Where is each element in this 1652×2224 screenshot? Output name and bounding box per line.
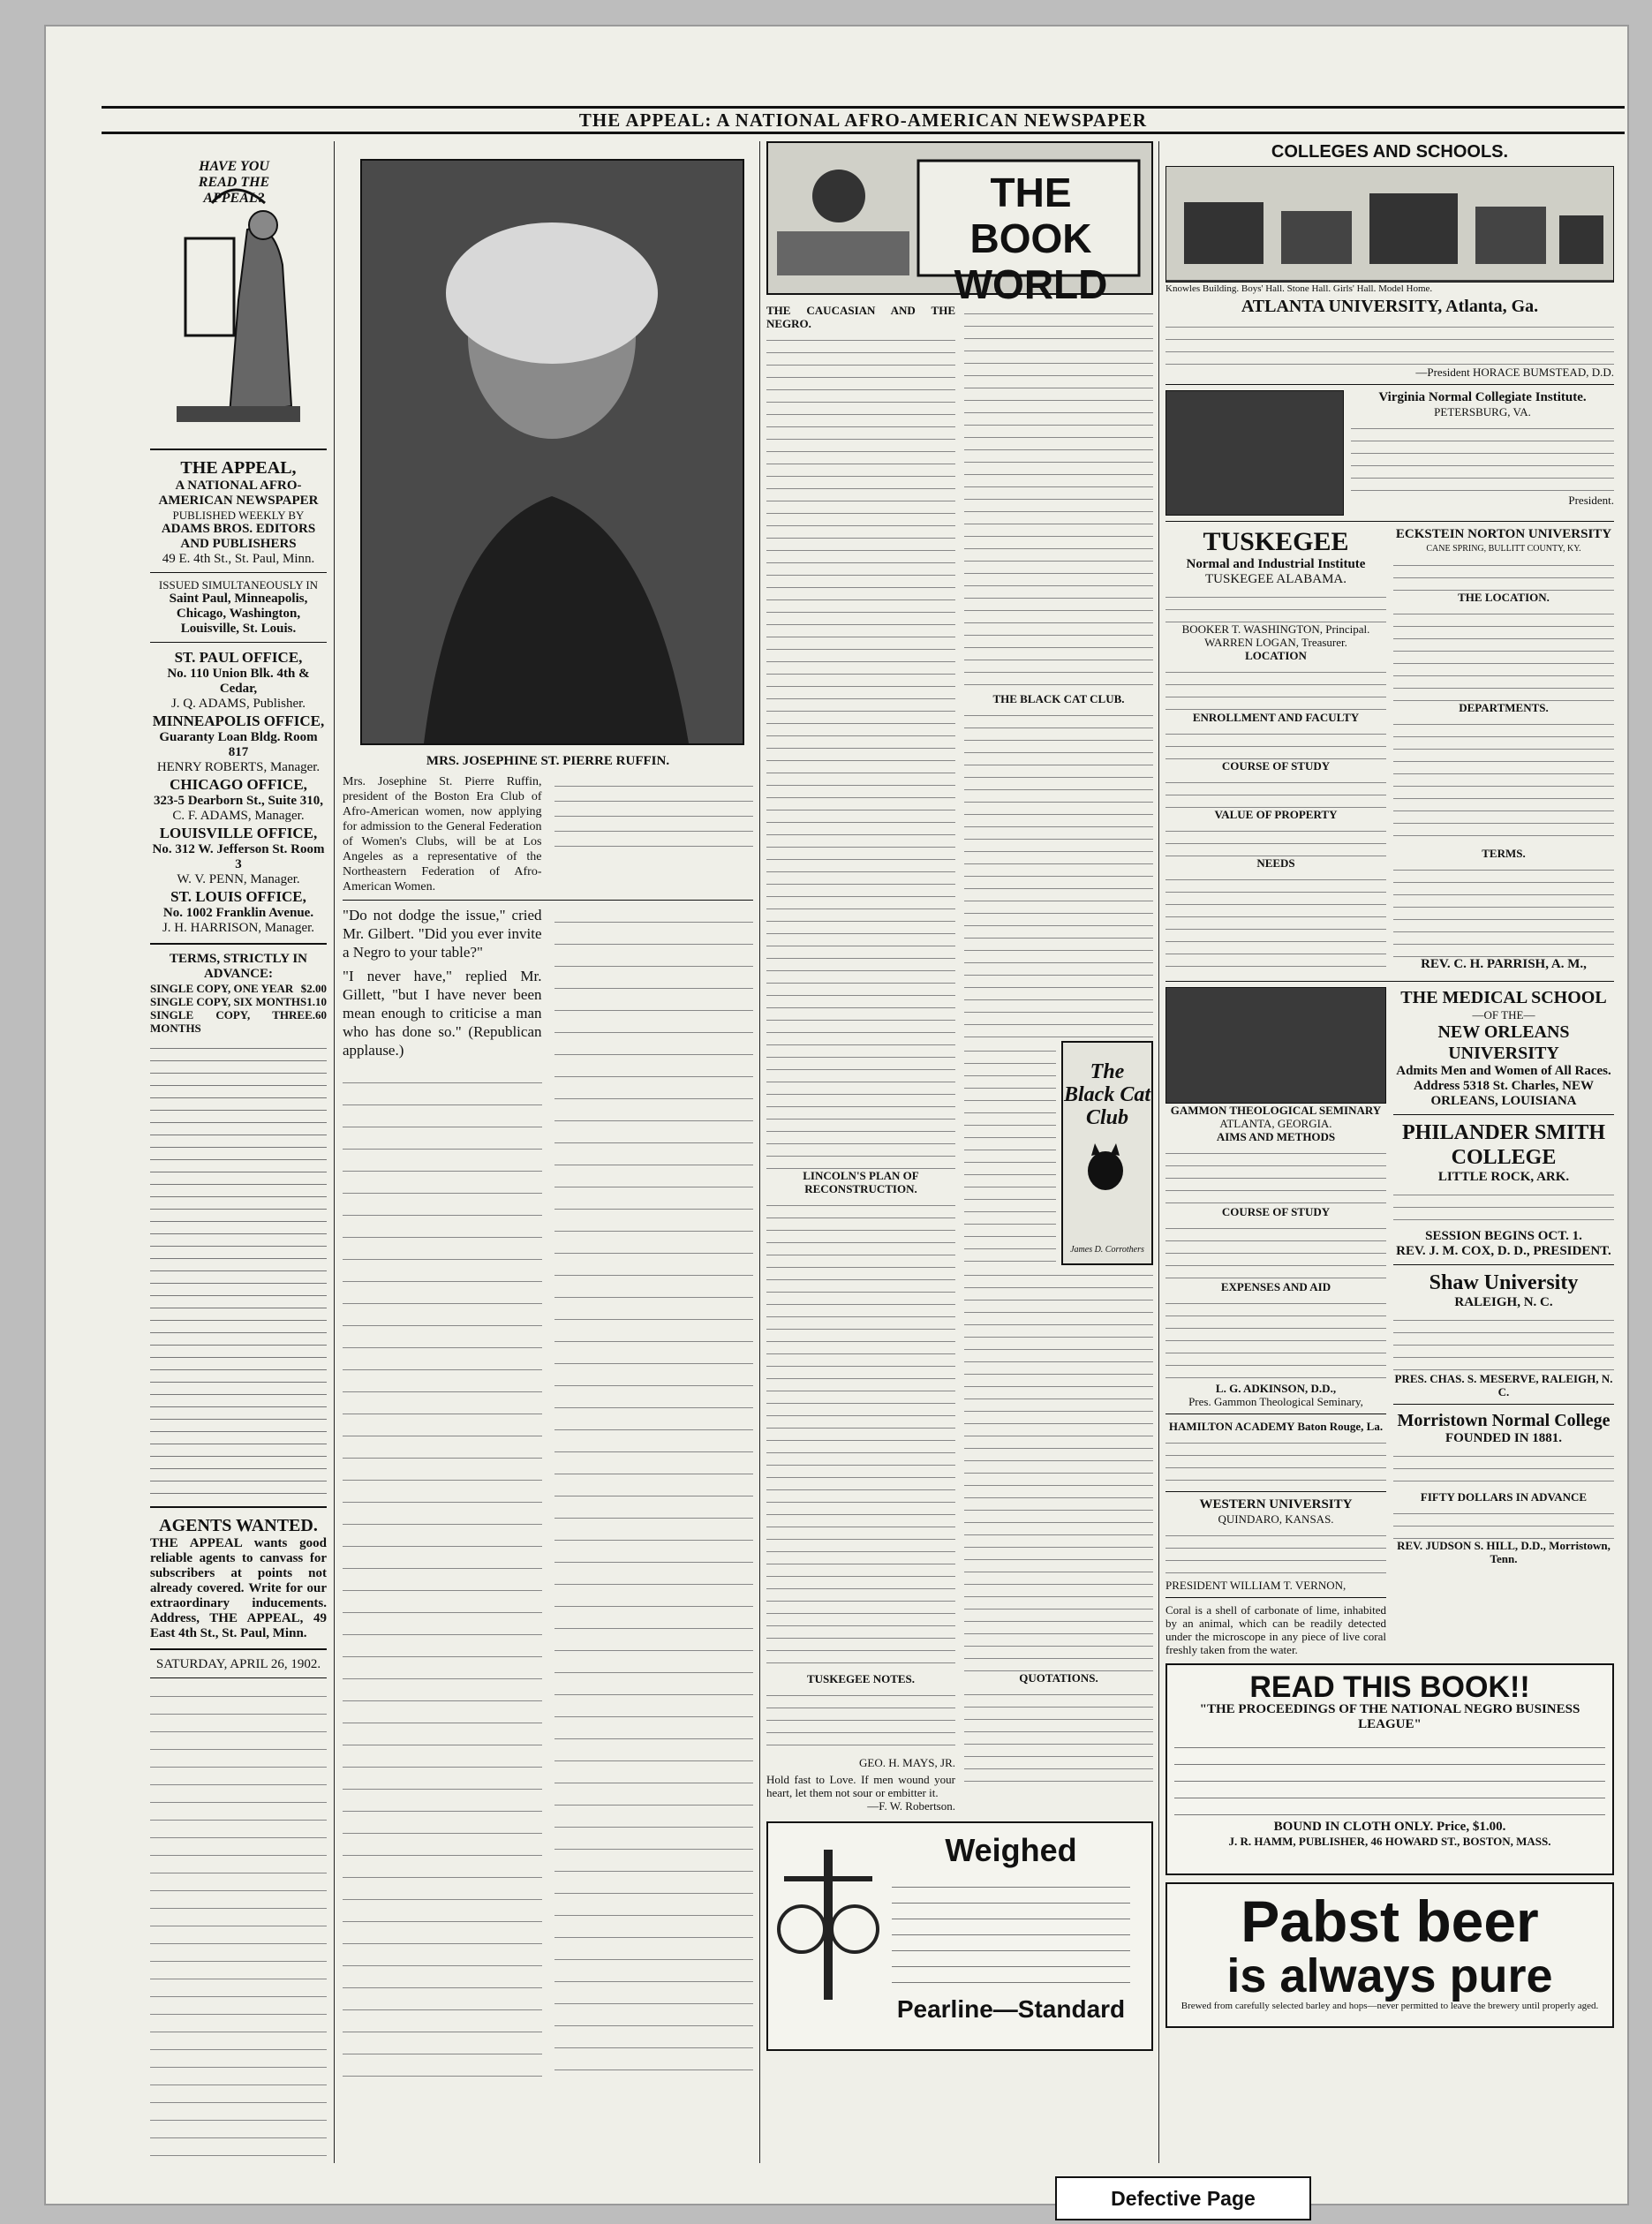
column-rule [334,141,335,2163]
terms-row: SINGLE COPY, THREE MONTHS .60 [150,1008,327,1035]
book-cover-author: James D. Corrothers [1070,1245,1144,1255]
gammon-course: COURSE OF STUDY [1221,1205,1331,1218]
robertson-quote: Hold fast to Love. If men wound your heart, let them not sour or embitter it. [766,1773,955,1799]
gammon-title: GAMMON THEOLOGICAL SEMINARY [1170,1104,1382,1117]
column-colleges: COLLEGES AND SCHOOLS. Knowles Building. Boys' Hall. Stone Hall. Girls' Hall. Model Home. ATLANTA UNIVERSITY, Atlanta, Ga. —President HORACE BUMSTEAD, D.D. Virginia Normal Collegiate Institute. PETERSBURG, VA. President. TUSKEGEE Normal and Industrial Institute TUSKEGEE ALABAMA. BOOKER T. WASHINGTON, Principal. WARREN LOGAN, Treasurer. LOCATION ENROLLMENT AND FACULTY COURSE OF STUDY VALUE OF PROPERTY NEEDS ECKSTEIN NORTON UNIVERSITY CANE SPRING, BULLITT COUNTY, KY. THE LOCATION. DEPARTMENTS. TERMS. REV. C. H. PARRISH, A. M., GAMMON THEOLOGICAL SEMINARY ATLANTA, GEORGIA. AIMS AND METHODS COURSE OF STUDY EXPENSES AND AID L. G. ADKINSON, D.D., Pres. Gammon Theological Seminary, HAMILTON ACADEMY Baton Rouge, La. WESTERN UNIVERSITY QUINDARO, KANSAS. PRESIDENT WILLIAM T. VERNON, Coral is a shell of carbonate of lime, inhabited by an animal, which can be readily detected under the microscope in any piece of live coral freshly taken from the water. THE MEDICAL SCHOOL —OF THE— NEW ORLEANS UNIVERSITY Admits Men and Women of All Races. Address 5318 St. Charles, NEW ORLEANS, LOUISIANA PHILANDER SMITH COLLEGE LITTLE ROCK, ARK. SESSION BEGINS OCT. 1. REV. J. M. COX, D. D., PRESIDENT. Shaw University RALEIGH, N. C. PRES. CHAS. S. MESERVE, RALEIGH, N. C. Morristown Normal College FOUNDED IN 1881. FIFTY DOLLARS IN ADVANCE REV. JUDSON S. HILL, D.D., Morristown, Tenn. READ THIS BOOK!! "THE PROCEEDINGS OF THE NATIONAL NEGRO BUSINESS LEAGUE" BOUND IN CLOTH ONLY. Price, $1.00. J. R. HAMM, PUBLISHER, 46 HOWARD ST., BOSTON, MASS. Pabst beer is always pure Brewed from carefully selected barley and hops—never permitted to leave the brewery until properly aged. [1165,141,1614,2163]
terms-fine-print [150,1040,327,1499]
portrait-icon [362,161,744,743]
tuskegee-notes-heading: TUSKEGEE NOTES. [806,1672,916,1685]
gilbert-quote: "Do not dodge the issue," cried Mr. Gilbert. "Did you ever invite a Negro to your table?" [343,907,542,961]
portrait-caption: MRS. JOSEPHINE ST. PIERRE RUFFIN. [426,754,670,768]
medical-address: Address 5318 St. Charles, NEW ORLEANS, LOUISIANA [1414,1079,1594,1108]
publisher-address: 49 E. 4th St., St. Paul, Minn. [162,552,315,566]
shaw-location: RALEIGH, N. C. [1454,1295,1553,1309]
tuskegee-section: VALUE OF PROPERTY [1214,808,1338,821]
western-president: PRESIDENT WILLIAM T. VERNON, [1165,1579,1346,1592]
column-ruffin-article [343,141,753,2163]
column-rule [759,141,760,2163]
western-location: QUINDARO, KANSAS. [1218,1512,1334,1526]
scale-icon [775,1832,881,2017]
ruffin-lead-paragraph: Mrs. Josephine St. Pierre Ruffin, president of the Boston Era Club of Afro-American women, now applying for admission to the General Federation of Women's Clubs, will be at Los Angeles as a representative of the Northeastern Federation of Afro-American Women. [343,775,542,893]
tuskegee-section: COURSE OF STUDY [1221,759,1331,773]
eckstein-terms: TERMS. [1482,847,1526,860]
agents-wanted-text: THE APPEAL wants good reliable agents to canvass for subscribers at points not already covered. Write for our extraordinary inducements. Address, THE APPEAL, 49 East 4th St., St. Paul, Minn. [150,1536,327,1640]
office-1: MINNEAPOLIS OFFICE, Guaranty Loan Bldg. Room 817 HENRY ROBERTS, Manager. [152,712,325,774]
tuskegee-subtitle: Normal and Industrial Institute [1186,557,1366,571]
gammon-aims: AIMS AND METHODS [1216,1130,1336,1143]
eckstein-location: CANE SPRING, BULLITT COUNTY, KY. [1426,544,1581,554]
pabst-footer: Brewed from carefully selected barley and hops—never permitted to leave the brewery until properly aged. [1181,2001,1599,2011]
new-orleans-university: NEW ORLEANS UNIVERSITY [1437,1022,1570,1063]
caucasian-negro-heading: THE CAUCASIAN AND THE NEGRO. [766,304,955,330]
tuskegee-notes-text [766,1685,955,1756]
black-cat-club-heading: THE BLACK CAT CLUB. [992,692,1125,705]
morristown-title: Morristown Normal College [1397,1411,1611,1430]
terms-title: TERMS, STRICTLY IN ADVANCE: [169,952,308,981]
agents-wanted-title: AGENTS WANTED. [159,1516,318,1535]
house-debate-article [150,1684,327,2163]
virginia-building-illustration [1165,390,1344,516]
issued-cities: Saint Paul, Minneapolis, Chicago, Washington, Louisville, St. Louis. [169,592,308,636]
philander-location: LITTLE ROCK, ARK. [1437,1170,1570,1184]
read-this-book-publisher: J. R. HAMM, PUBLISHER, 46 HOWARD ST., BOSTON, MASS. [1228,1835,1551,1848]
lincoln-reconstruction-heading: LINCOLN'S PLAN OF RECONSTRUCTION. [803,1169,919,1195]
tuskegee-treasurer: WARREN LOGAN, Treasurer. [1204,636,1347,649]
ruffin-continued [554,774,754,849]
lincoln-reconstruction-review [766,1195,955,1672]
virginia-institute-title: Virginia Normal Collegiate Institute. [1378,390,1587,404]
office-4: ST. LOUIS OFFICE, No. 1002 Franklin Avenue. J. H. HARRISON, Manager. [162,888,315,935]
tuskegee-title: TUSKEGEE [1203,527,1349,556]
tuskegee-section: NEEDS [1256,856,1295,870]
virginia-president: President. [1568,494,1614,507]
campus-buildings-icon [1166,167,1613,280]
eckstein-president: REV. C. H. PARRISH, A. M., [1421,957,1587,971]
read-this-book-subtitle: "THE PROCEEDINGS OF THE NATIONAL NEGRO BUSINESS LEAGUE" [1199,1702,1580,1731]
virginia-location: PETERSBURG, VA. [1434,405,1531,418]
pearline-standard: Pearline—Standard [896,1995,1126,2023]
defective-page-stamp: Defective Page [1055,2176,1311,2220]
terms-row: SINGLE COPY, ONE YEAR $2.00 [150,982,327,995]
logo-text: HAVE YOU READ THE APPEAL? [198,159,270,206]
book-cover-title: The Black Cat Club [1063,1060,1150,1129]
colleges-header: COLLEGES AND SCHOOLS. [1271,142,1509,162]
black-cat-club-review [964,705,1153,1041]
black-cat-icon [1063,1140,1148,1193]
gillett-reply: "I never have," replied Mr. Gillett, "but I have never been mean enough to criticise a man who has done so." (Republican applause.) [343,968,542,1059]
ruffin-portrait [360,159,744,745]
medical-admits: Admits Men and Women of All Races. [1396,1064,1611,1078]
column-rule [1158,141,1159,2163]
tuskegee-notes-signoff: GEO. H. MAYS, JR. [859,1756,955,1769]
pabst-line-1: Pabst beer [1241,1889,1539,1954]
office-3: LOUISVILLE OFFICE, No. 312 W. Jefferson St. Room 3 W. V. PENN, Manager. [152,825,325,886]
pabst-beer-ad [1165,1882,1614,2028]
read-this-book-price: BOUND IN CLOTH ONLY. Price, $1.00. [1273,1820,1506,1834]
terms-row: SINGLE COPY, SIX MONTHS 1.10 [150,995,327,1008]
book-world-title: THE BOOK WORLD [954,170,1108,307]
colorphobia-column [554,906,754,2080]
philander-session: SESSION BEGINS OCT. 1. [1425,1229,1582,1243]
atlanta-president: —President HORACE BUMSTEAD, D.D. [1415,366,1614,379]
atlanta-campus-illustration [1165,166,1614,283]
pearline-title: Weighed [945,1832,1077,1868]
shaw-president: PRES. CHAS. S. MESERVE, RALEIGH, N. C. [1394,1372,1613,1398]
western-university: WESTERN UNIVERSITY [1199,1497,1353,1512]
hamilton-academy: HAMILTON ACADEMY Baton Rouge, La. [1168,1420,1384,1433]
gammon-building-illustration [1165,987,1386,1104]
gammon-location: ATLANTA, GEORGIA. [1219,1117,1332,1130]
masthead-title: THE APPEAL: A NATIONAL AFRO-AMERICAN NEWSPAPER [578,109,1148,131]
publishers: ADAMS BROS. EDITORS AND PUBLISHERS [161,522,316,551]
column-masthead-info [150,141,327,2163]
atlanta-university-title: ATLANTA UNIVERSITY, Atlanta, Ga. [1241,297,1539,316]
coral-paragraph: Coral is a shell of carbonate of lime, inhabited by an animal, which can be readily detected under the microscope in any piece of live coral freshly taken from the water. [1165,1603,1386,1656]
office-2: CHICAGO OFFICE, 323-5 Dearborn St., Suite 310, C. F. ADAMS, Manager. [153,776,324,823]
eckstein-departments: DEPARTMENTS. [1459,701,1549,714]
issue-date: SATURDAY, APRIL 26, 1902. [155,1657,321,1671]
robertson-quote-author: —F. W. Robertson. [867,1799,955,1813]
morristown-president: REV. JUDSON S. HILL, D.D., Morristown, Tenn. [1397,1539,1611,1565]
pabst-line-2: is always pure [1226,1949,1553,2002]
column-book-world [766,141,1153,2163]
eckstein-title: ECKSTEIN NORTON UNIVERSITY [1395,527,1612,541]
tuskegee-section: ENROLLMENT AND FACULTY [1192,711,1360,724]
published-weekly: PUBLISHED WEEKLY BY [172,509,305,522]
philander-president: REV. J. M. COX, D. D., PRESIDENT. [1396,1244,1611,1258]
debate-body-text [343,1067,542,2082]
quotations-heading: QUOTATIONS. [1019,1671,1098,1685]
reconstruction-continued [964,304,1153,692]
caucasian-negro-review [766,330,955,1169]
appeal-logo [150,141,327,441]
tuskegee-section: LOCATION [1245,649,1307,662]
tuskegee-location: TUSKEGEE ALABAMA. [1205,572,1346,586]
pearline-ad [766,1821,1153,2051]
gammon-president-title: Pres. Gammon Theological Seminary, [1188,1395,1363,1408]
morristown-founded: FOUNDED IN 1881. [1445,1431,1563,1445]
book-world-banner [766,141,1153,307]
issued-label: ISSUED SIMULTANEOUSLY IN [158,578,319,592]
black-cat-book-cover [1061,1041,1153,1265]
paper-name: THE APPEAL, [180,458,297,478]
philander-smith-title: PHILANDER SMITH COLLEGE [1401,1121,1606,1169]
eckstein-location-heading: THE LOCATION. [1458,591,1550,604]
atlanta-building-labels: Knowles Building. Boys' Hall. Stone Hall. Girls' Hall. Model Home. [1165,283,1433,294]
tuskegee-principal: BOOKER T. WASHINGTON, Principal. [1181,622,1370,636]
shaw-university-title: Shaw University [1429,1271,1579,1294]
paper-subtitle: A NATIONAL AFRO-AMERICAN NEWSPAPER [158,479,319,508]
office-0: ST. PAUL OFFICE, No. 110 Union Blk. 4th & Cedar, J. Q. ADAMS, Publisher. [167,649,310,711]
morristown-fifty-dollars: FIFTY DOLLARS IN ADVANCE [1420,1490,1588,1504]
masthead [102,106,1625,134]
gammon-expenses: EXPENSES AND AID [1220,1280,1331,1293]
medical-school-title: THE MEDICAL SCHOOL [1400,988,1607,1007]
gammon-president: L. G. ADKINSON, D.D., [1215,1382,1337,1395]
read-this-book-title: READ THIS BOOK!! [1249,1670,1530,1704]
read-this-book-ad [1165,1663,1614,1875]
quotations-review [964,1685,1153,1782]
